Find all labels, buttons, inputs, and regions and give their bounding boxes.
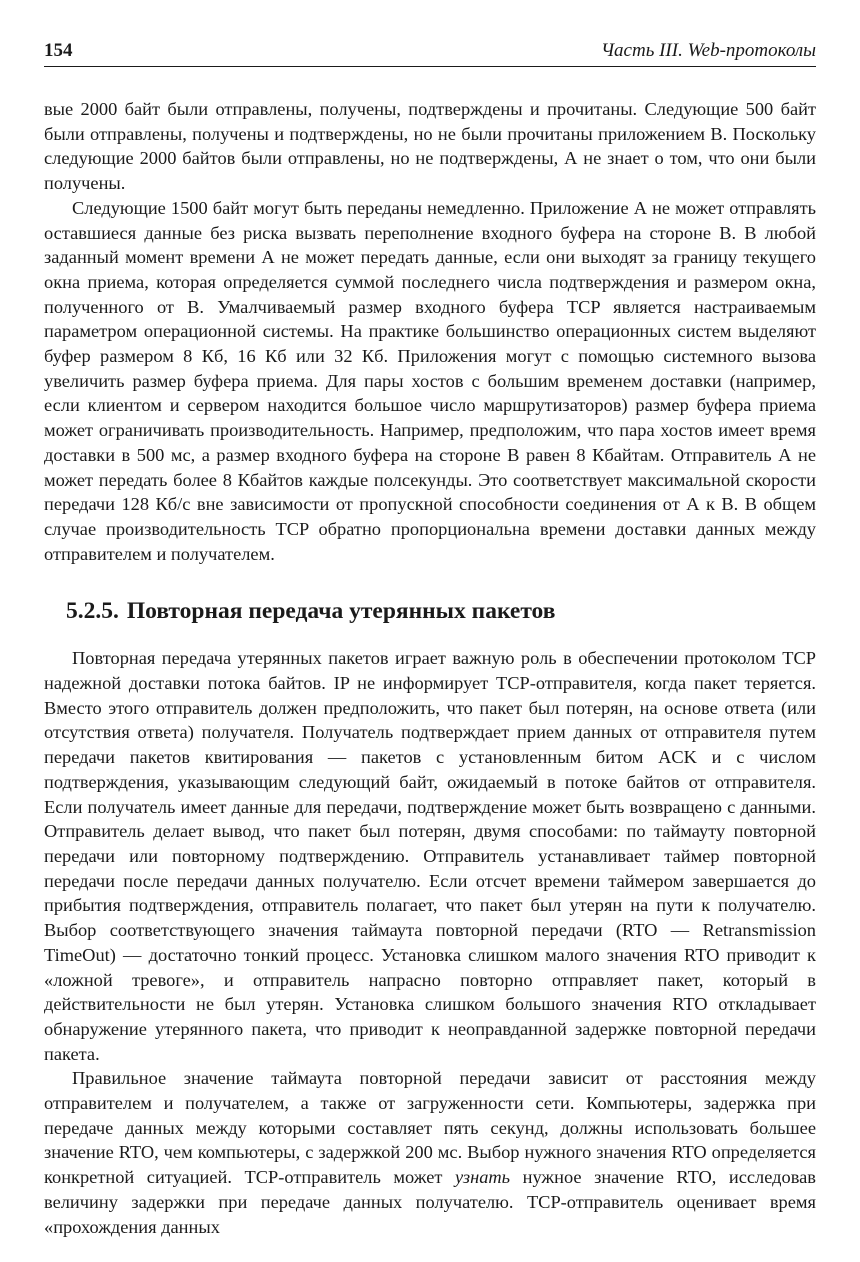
book-page <box>44 40 816 1239</box>
paragraph-continuation: вые 2000 байт были отправлены, получены, подтверждены и прочитаны. Следующие 500 байт были отправлены, получены и подтверждены, но не были прочитаны приложением В. Поскольку следующие 2000 байтов были отправлены, но не подтверждены, А не знает о том, что они были получены. <box>44 99 816 194</box>
emphasis-word: узнать <box>454 1167 511 1188</box>
paragraph-buffer-size: Следующие 1500 байт могут быть переданы немедленно. Приложение А не может отправлять оставшиеся данные без риска вызвать переполнение входного буфера на стороне В. В любой заданный момент времени А не может передать данные, если они выходят за границу текущего окна приема, которая определяется суммой последнего числа подтверждения и размером окна, полученного от В. Умалчиваемый размер входного буфера TCP является настраиваемым параметром операционной системы. На практике большинство операционных систем выделяют буфер размером 8 Кб, 16 Кб или 32 Кб. Приложения могут с помощью системного вызова увеличить размер буфера приема. Для пары хостов с большим временем доставки (например, если клиентом и сервером находится большое число маршрутизаторов) размер буфера приема может ограничивать производительность. Например, предположим, что пара хостов имеет время доставки в 500 мс, а размер входного буфера на стороне В равен 8 Кбайтам. Отправитель А не может передать более 8 Кбайтов каждые полсекунды. Это соответствует максимальной скорости передачи 128 Кб/с вне зависимости от пропускной способности соединения от А к В. В общем случае производительность TCP обратно пропорциональна времени доставки данных между отправителем и получателем. <box>44 197 816 564</box>
section-heading <box>66 596 816 626</box>
page-header <box>44 40 816 67</box>
paragraph-rto <box>44 1066 816 1239</box>
page-number: 154 <box>44 40 73 61</box>
section-number: 5.2.5. <box>66 598 119 625</box>
running-title: Часть III. Web-протоколы <box>600 40 816 61</box>
section-title: Повторная передача утерянных пакетов <box>126 598 556 625</box>
paragraph-retransmission: Повторная передача утерянных пакетов играет важную роль в обеспечении протоколом TCP надежной доставки потока байтов. IP не информирует TCP-отправителя, когда пакет теряется. Вместо этого отправитель должен предположить, что пакет был потерян, на основе ответа (или отсутствия ответа) получателя. Получатель подтверждает прием данных от отправителя путем передачи пакетов квитирования — пакетов с установленным битом ACK и с числом подтверждения, указывающим следующий байт, ожидаемый в потоке байтов от отправителя. Если получатель имеет данные для передачи, подтверждение может быть возвращено с данными. Отправитель делает вывод, что пакет был потерян, двумя способами: по таймауту повторной передачи или повторному подтверждению. Отправитель устанавливает таймер повторной передачи после передачи данных получателю. Если отсчет времени таймером завершается до прибытия подтверждения, отправитель полагает, что пакет был утерян на пути к получателю. Выбор соответствующего значения таймаута повторной передачи (RTO — Retransmission TimeOut) — достаточно тонкий процесс. Установка слишком малого значения RTO приводит к «ложной тревоге», и отправитель напрасно повторно отправляет пакет, который в действительности не был утерян. Установка слишком большого значения RTO откладывает обнаружение утерянного пакета, что приводит к неоправданной задержке повторной передачи пакета. <box>44 648 816 1064</box>
paragraph-rto-text-end: нужное значение RTO, исследовав величину задержки при передаче данных получателю. TCP-отправитель оценивает время «прохождения данных <box>44 1167 816 1237</box>
body-text <box>44 97 816 1239</box>
paragraph-rto-text-start: Правильное значение таймаута повторной передачи зависит от расстояния между отправителем и получателем, а также от загруженности сети. Компьютеры, задержка при передаче данных между которыми составляет пять секунд, должны использовать большее значение RTO, чем компьютеры, с задержкой 200 мс. Выбор нужного значения RTO определяется конкретной ситуацией. TCP-отправитель может <box>44 1068 816 1188</box>
